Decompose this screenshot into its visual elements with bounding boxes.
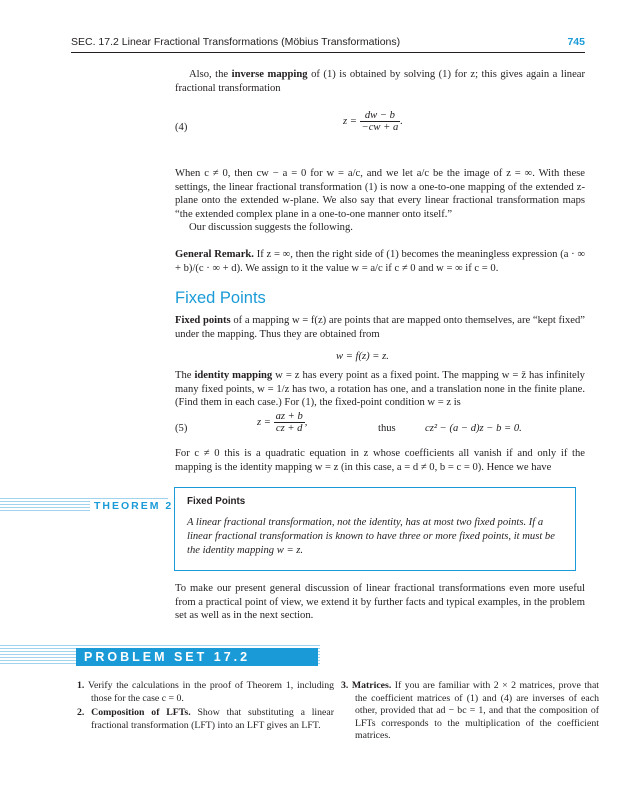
theorem-body: A linear fractional transformation, not the identity, has at most two fixed points. If a linear fractional transformation is known to have three or more fixed points, it must be the identity mapping w = z. [187,517,555,556]
paragraph-quadratic: For c ≠ 0 this is a quadratic equation in z whose coefficients all vanish if and only if the mapping is the identity mapping w = z (in this case, a = d ≠ 0, b = c = 0). Hence we have [175,448,585,473]
problem-3: 3. Matrices. If you are familiar with 2 × 2 matrices, prove that the coefficient matrices of (1) and (4) are inverses of each other, provided that ad − bc = 1, and that the composition of LFTs corresponds to the multiplication of the coefficient matrices. [341,680,600,742]
equation-5-label: (5) [175,423,188,434]
equation-5-thus: thus [378,423,396,434]
problem-set-heading: PROBLEM SET 17.2 [76,648,318,666]
equation-5-quadratic: cz² − (a − d)z − b = 0. [425,423,522,434]
equation-4: z = $\frac{dw - b}{-cw + a}$ . [343,110,403,133]
page-number: 745 [567,36,585,48]
theorem-box [174,487,576,571]
problem-2: 2. Composition of LFTs. Show that substituting a linear fractional transformation (LFT) into an LFT gives an LFT. [77,707,335,731]
running-head: SEC. 17.2 Linear Fractional Transformations (Möbius Transformations) [71,36,401,48]
paragraph-inverse-mapping: Also, the inverse mapping of (1) is obtained by solving (1) for z; this gives again a linear fractional transformation [175,69,586,94]
general-remark: General Remark. If z = ∞, then the right side of (1) becomes the meaningless expression (a · ∞ + b)/(c · ∞ + d). We assign to it the value w = a/c if c ≠ 0 and w = ∞ if c = 0. [175,249,586,274]
paragraph-fixed-points-def: Fixed points of a mapping w = f(z) are points that are mapped onto themselves, are “kept fixed” under the mapping. Thus they are obtained from [175,315,585,340]
theorem-title: Fixed Points [187,496,246,507]
equation-5-fraction: z = $\frac{az + b}{cz + d}$ , [257,411,308,434]
paragraph-closing: To make our present general discussion of linear fractional transformations even more useful from a practical point of view, we extend it by further facts and typical examples, in the problem set as well as in the next section. [175,583,585,622]
paragraph-discussion: Our discussion suggests the following. [189,222,353,233]
equation-4-label: (4) [175,122,188,133]
problem-1: 1. Verify the calculations in the proof of Theorem 1, including those for the case c = 0. [77,680,334,704]
paragraph-identity-mapping: The identity mapping w = z has every point as a fixed point. The mapping w = z̄ has infinitely many fixed points, w = 1/z has two, a rotation has one, and a translation none in the finite plane. (Find them in each case.) For (1), the fixed-point condition w = z is [175,370,585,409]
theorem-label: THEOREM 2 [90,500,177,512]
paragraph-extended-plane: When c ≠ 0, then cw − a = 0 for w = a/c, and we let a/c be the image of z = ∞. With these settings, the linear fractional transformation (1) is now a one-to-one mapping of the extended z-plane onto the extended w-plane. We also say that every linear fractional transformation maps “the extended complex plane in a one-to-one manner onto itself.” [175,168,585,220]
page-header [71,34,585,53]
section-title: Fixed Points [175,289,266,307]
equation-fixed-point: w = f(z) = z. [336,351,389,362]
